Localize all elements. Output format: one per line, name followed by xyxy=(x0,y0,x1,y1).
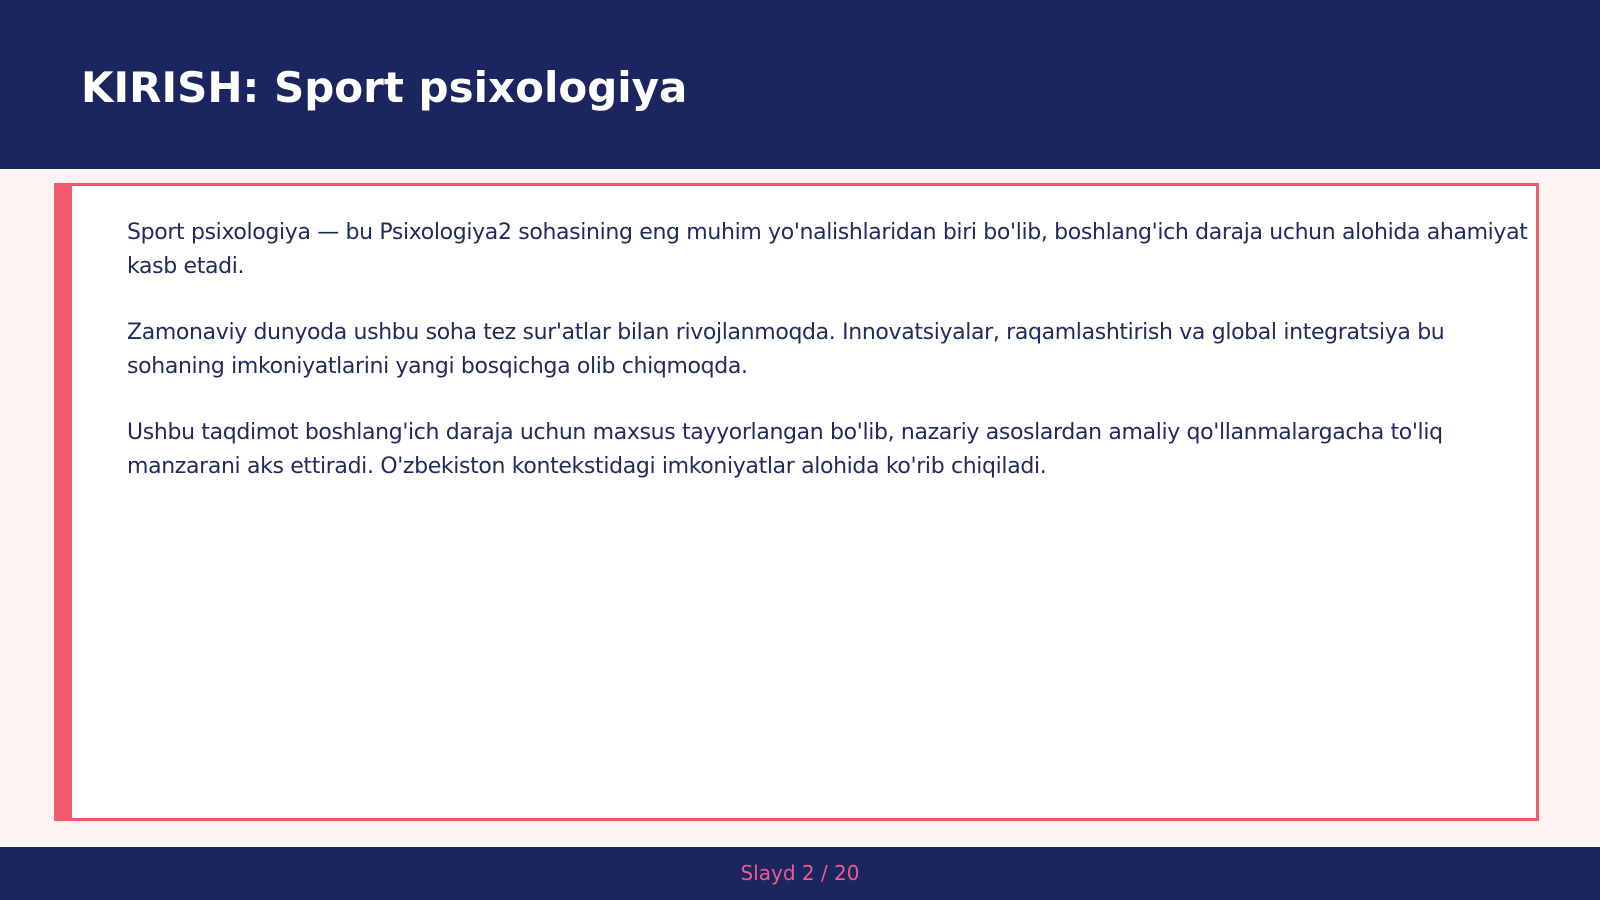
slide-number: Slayd 2 / 20 xyxy=(740,861,860,885)
content-card xyxy=(54,183,1539,821)
slide-footer xyxy=(0,847,1600,900)
development-paragraph: Zamonaviy dunyoda ushbu soha tez sur'atlar bilan rivojlanmoqda. Innovatsiyalar, raqamlashtirish va global integratsiya bu sohaning imkoniyatlarini yangi bosqichga olib chiqmoqda. xyxy=(127,320,1445,379)
intro-paragraph: Sport psixologiya — bu Psixologiya2 sohasining eng muhim yo'nalishlaridan biri bo'lib, boshlang'ich daraja uchun alohida ahamiyat kasb etadi. xyxy=(127,220,1528,279)
presentation-paragraph: Ushbu taqdimot boshlang'ich daraja uchun maxsus tayyorlangan bo'lib, nazariy asoslardan amaliy qo'llanmalargacha to'liq manzarani aks ettiradi. O'zbekiston kontekstidagi imkoniyatlar alohida ko'rib chiqiladi. xyxy=(127,420,1443,479)
slide-header xyxy=(0,0,1600,169)
slide-title: KIRISH: Sport psixologiya xyxy=(81,63,688,112)
